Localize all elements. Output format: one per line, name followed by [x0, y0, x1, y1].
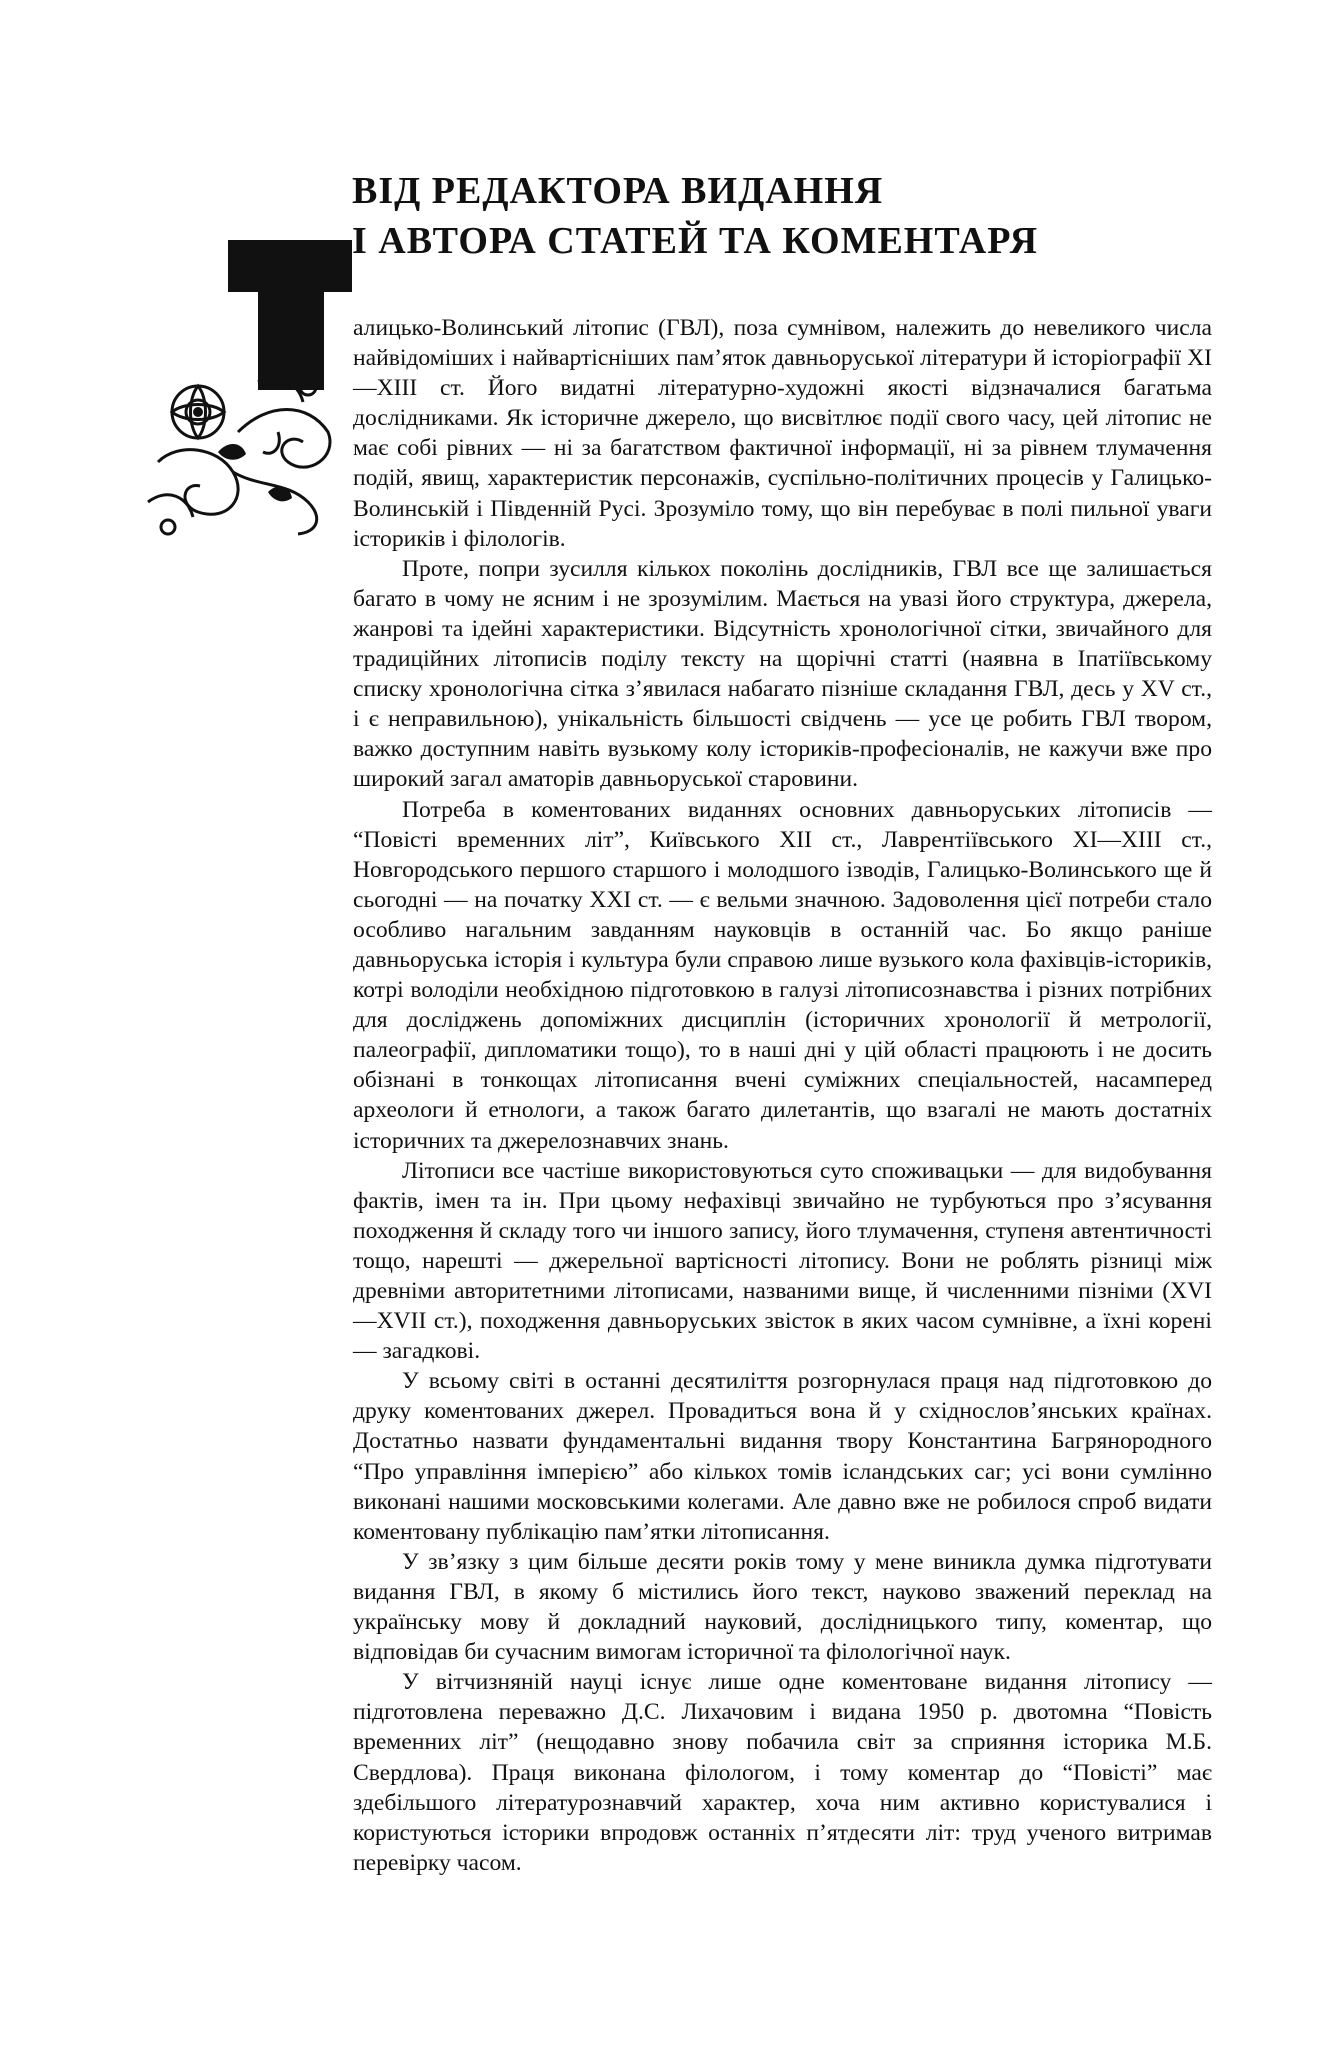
- page-title: [352, 166, 1252, 266]
- floral-ornament-icon: [138, 362, 348, 542]
- paragraph: У зв’язку з цим більше десяти років тому у мене виникла думка підготувати видання ГВЛ, в якому б містились його текст, науково зважений переклад на українську мову й докладний науковий, дослідницького типу, коментар, що відповідав би сучасним вимогам історичної та філологічної наук.: [353, 1548, 1212, 1666]
- article-body: [353, 313, 1212, 1878]
- title-line-2: І АВТОРА СТАТЕЙ ТА КОМЕНТАРЯ: [352, 220, 1039, 262]
- paragraph: алицько-Волинський літопис (ГВЛ), поза сумнівом, належить до невеликого числа найвідоміших і найвартісніших пам’яток давньоруської літератури й історіографії XI—XIII ст. Його видатні літературно-художні якості відзначалися багатьма дослідниками. Як історичне джерело, що висвітлює події свого часу, цей літопис не має собі рівних — ні за багатством фактичної інформації, ні за рівнем тлумачення подій, явищ, характеристик персонажів, суспільно-політичних процесів у Галицько-Волинській і Південній Русі. Зрозуміло тому, що він перебуває в полі пильної уваги істориків і філологів.: [353, 315, 1212, 552]
- paragraph: Потреба в коментованих виданнях основних давньоруських літописів — “Повісті временних літ”, Київського XII ст., Лаврентіївського XI—XIII ст., Новгородського першого старшого і молодшого ізводів, Галицько-Волинського ще й сьогодні — на початку XXI ст. — є вельми значною. Задоволення цієї потреби стало особливо нагальним завданням науковців в останній час. Бо якщо раніше давньоруська історія і культура були справою лише вузького кола фахівців-істориків, котрі володіли необхідною підготовкою в галузі літописознавства і різних потрібних для досліджень допоміжних дисциплін (історичних хронології й метрології, палеографії, дипломатики тощо), то в наші дні у цій області працюють і не досить обізнані в тонкощах літописання вчені суміжних спеціальностей, насамперед археологи й етнологи, а також багато дилетантів, що взагалі не мають достатніх історичних та джерелознавчих знань.: [353, 796, 1212, 1154]
- title-line-1: ВІД РЕДАКТОРА ВИДАННЯ: [352, 170, 884, 212]
- paragraph: Проте, попри зусилля кількох поколінь дослідників, ГВЛ все ще залишається багато в чому не ясним і не зрозумілим. Мається на увазі його структура, джерела, жанрові та ідейні характеристики. Відсутність хронологічної сітки, звичайного для традиційних літописів поділу тексту на щорічні статті (наявна в Іпатіївському списку хронологічна сітка з’явилася набагато пізніше складання ГВЛ, десь у XV ст., і є неправильною), унікальність більшості свідчень — усе це робить ГВЛ твором, важко доступним навіть вузькому колу істориків-професіоналів, не кажучи вже про широкий загал аматорів давньоруської старовини.: [353, 555, 1212, 793]
- paragraph: Літописи все частіше використовуються суто споживацьки — для видобування фактів, імен та ін. При цьому нефахівці звичайно не турбуються про з’ясування походження й складу того чи іншого запису, його тлумачення, ступеня автентичності тощо, нарешті — джерельної вартісності літопису. Вони не роблять різниці між древніми авторитетними літописами, названими вище, й численними пізніми (XVI—XVII ст.), походження давньоруських звісток в яких часом сумнівне, а їхні корені — загадкові.: [353, 1157, 1212, 1365]
- paragraph: У вітчизняній науці існує лише одне коментоване видання літопису — підготовлена переважно Д.С. Лихачовим і видана 1950 р. двотомна “Повість временних літ” (нещодавно знову побачила світ за сприяння історика М.Б. Свердлова). Праця виконана філологом, і тому коментар до “Повісті” має здебільшого літературознавчий характер, хоча ним активно користувалися і користуються історики впродовж останніх п’ятдесяти літ: труд ученого витримав перевірку часом.: [353, 1669, 1212, 1876]
- paragraph: У всьому світі в останні десятиліття розгорнулася праця над підготовкою до друку коментованих джерел. Провадиться вона й у східнослов’янських країнах. Достатньо назвати фундаментальні видання твору Константина Багрянородного “Про управління імперією” або кількох томів ісландських саг; усі вони сумлінно виконані нашими московськими колегами. Але давно вже не робилося спроб видати коментовану публікацію пам’ятки літописання.: [353, 1368, 1212, 1545]
